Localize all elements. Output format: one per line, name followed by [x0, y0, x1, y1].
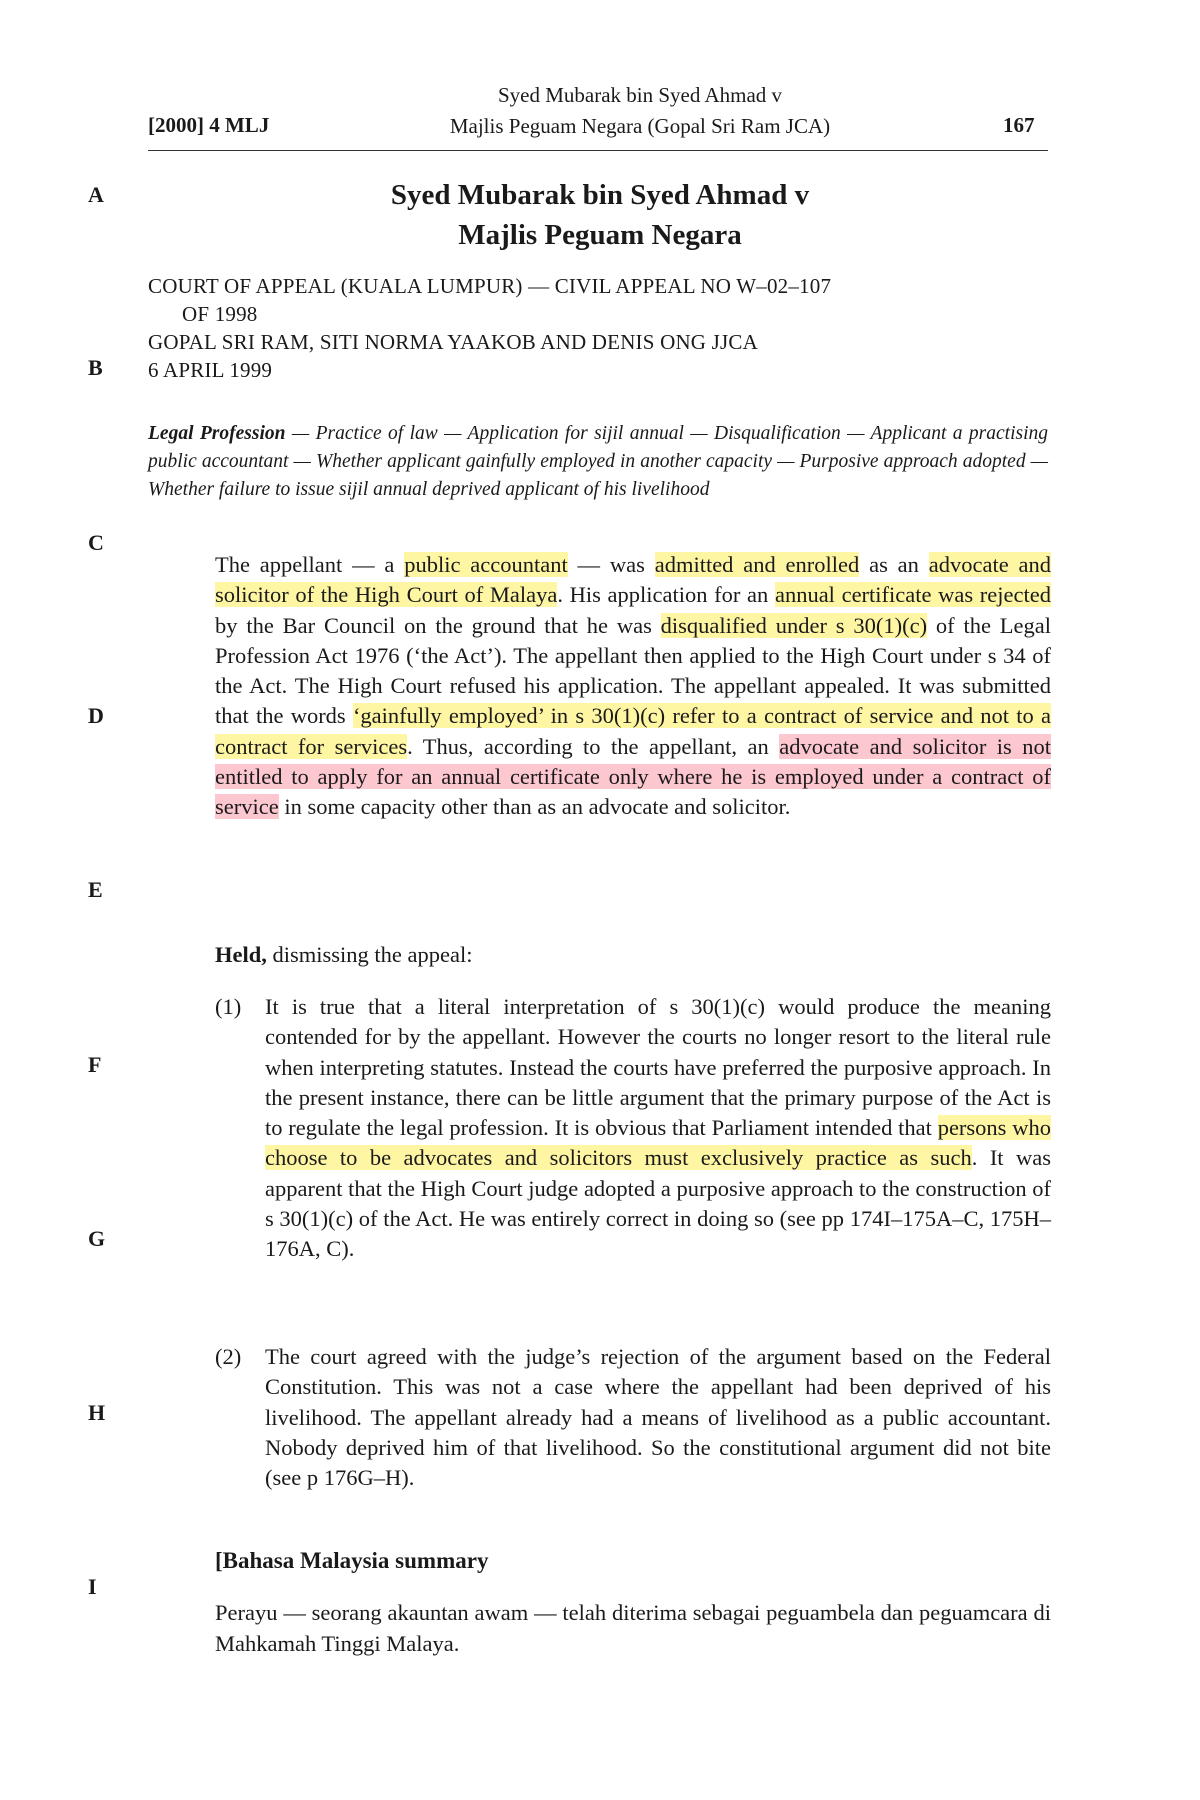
running-title-line2: Majlis Peguam Negara (Gopal Sri Ram JCA): [449, 114, 831, 138]
summary-text: in some capacity other than as an advocate and solicitor.: [278, 794, 791, 820]
court-line-continued: OF 1998: [182, 302, 258, 326]
page-number: 167: [1003, 113, 1035, 137]
highlight-yellow: persons who choose to be advocates and solicitors must exclusively practice as such: [265, 1115, 1051, 1171]
case-title-line1: Syed Mubarak bin Syed Ahmad v: [390, 179, 810, 211]
holding-number: (1): [215, 994, 242, 1019]
summary-paragraph: [215, 550, 1051, 823]
case-title: [220, 175, 980, 255]
highlight-yellow: disqualified under s 30(1)(c): [660, 612, 928, 638]
malay-summary-text: Perayu — seorang akauntan awam — telah diterima sebagai peguambela dan peguamcara di Mahkamah Tinggi Malaya.: [215, 1600, 1051, 1656]
court-line: COURT OF APPEAL (KUALA LUMPUR) — CIVIL APPEAL NO W–02–107: [148, 274, 832, 298]
summary-text: The appellant — a: [215, 552, 405, 577]
catchwords-lead: Legal Profession: [148, 423, 286, 444]
margin-letter-g: G: [88, 1226, 106, 1251]
margin-letter-i: I: [88, 1574, 97, 1599]
holding-text: The court agreed with the judge’s rejection of the argument based on the Federal Constitution. This was not a case where the appellant had been deprived of his livelihood. The appellant already had a means of livelihood as a public accountant. Nobody deprived him of that livelihood. So the constitutional argument did not bite (see p 176G–H).: [265, 1344, 1051, 1491]
held-line: [215, 942, 473, 968]
summary-text: . His application for an: [557, 582, 775, 608]
summary-text: of the Legal Profession Act 1976 (‘the Act’). The appellant then applied to the High Court under s 34 of the Act. The High Court refused his application. The appellant appealed. It was submitted that the words: [215, 612, 1052, 729]
holding-text-part: It is true that a literal interpretation of s 30(1)(c) would produce the meaning contended for by the appellant. However the courts no longer resort to the literal rule when interpreting statutes. Instead the courts have preferred the purposive approach. In the present instance, there can be little argument that the primary purpose of the Act is to regulate the legal profession. It is obvious that Parliament intended that: [265, 994, 1051, 1141]
catchwords: [148, 420, 1048, 504]
highlight-yellow: annual certificate was rejected: [774, 582, 1051, 608]
catchwords-text: — Practice of law — Application for sijil annual — Disqualification — Applicant a practising public accountant — Whether applicant gainfully employed in another capacity — Purposive approach adopted — Whether failure to issue sijil annual deprived applicant of his livelihood: [148, 423, 1048, 500]
margin-letter-b: B: [88, 355, 103, 380]
judges-line: GOPAL SRI RAM, SITI NORMA YAAKOB AND DENIS ONG JJCA: [148, 330, 758, 354]
margin-letter-d: D: [88, 703, 104, 728]
decision-date: 6 APRIL 1999: [148, 358, 273, 382]
holding-text: [265, 992, 1051, 1265]
summary-text: . Thus, according to the appellant, an: [407, 733, 780, 759]
margin-letter-f: F: [88, 1052, 102, 1077]
margin-letter-h: H: [88, 1400, 106, 1425]
summary-text: by the Bar Council on the ground that he was: [215, 612, 661, 638]
margin-letter-a: A: [88, 182, 104, 207]
highlight-yellow: advocate and solicitor of the High Court of Malaya: [215, 552, 1051, 608]
highlight-yellow: public accountant: [404, 552, 568, 577]
margin-letter-c: C: [88, 530, 104, 555]
highlight-red: advocate and solicitor is not entitled to apply for an annual certificate only where he is employed under a contract of service: [215, 733, 1051, 820]
held-text: dismissing the appeal:: [266, 942, 473, 967]
held-label: Held,: [215, 942, 267, 967]
margin-letter-e: E: [88, 877, 103, 902]
malay-summary-heading: [Bahasa Malaysia summary: [215, 1548, 489, 1573]
holding-number: (2): [215, 1344, 242, 1369]
case-title-line2: Majlis Peguam Negara: [458, 219, 742, 251]
header-rule: [148, 150, 1048, 151]
running-title-line1: Syed Mubarak bin Syed Ahmad v: [497, 83, 783, 107]
highlight-yellow: admitted and enrolled: [654, 552, 860, 577]
summary-text: as an: [859, 552, 929, 577]
holding-text-part: . It was apparent that the High Court judge adopted a purposive approach to the construction of s 30(1)(c) of the Act. He was entirely correct in doing so (see pp 174I–175A–C, 175H–176A, C).: [265, 1145, 1051, 1262]
running-title: [420, 80, 860, 142]
highlight-yellow: ‘gainfully employed’ in s 30(1)(c) refer to a contract of service and not to a contract for services: [215, 703, 1052, 759]
citation-header: [2000] 4 MLJ: [148, 113, 270, 137]
summary-text: — was: [567, 552, 655, 577]
